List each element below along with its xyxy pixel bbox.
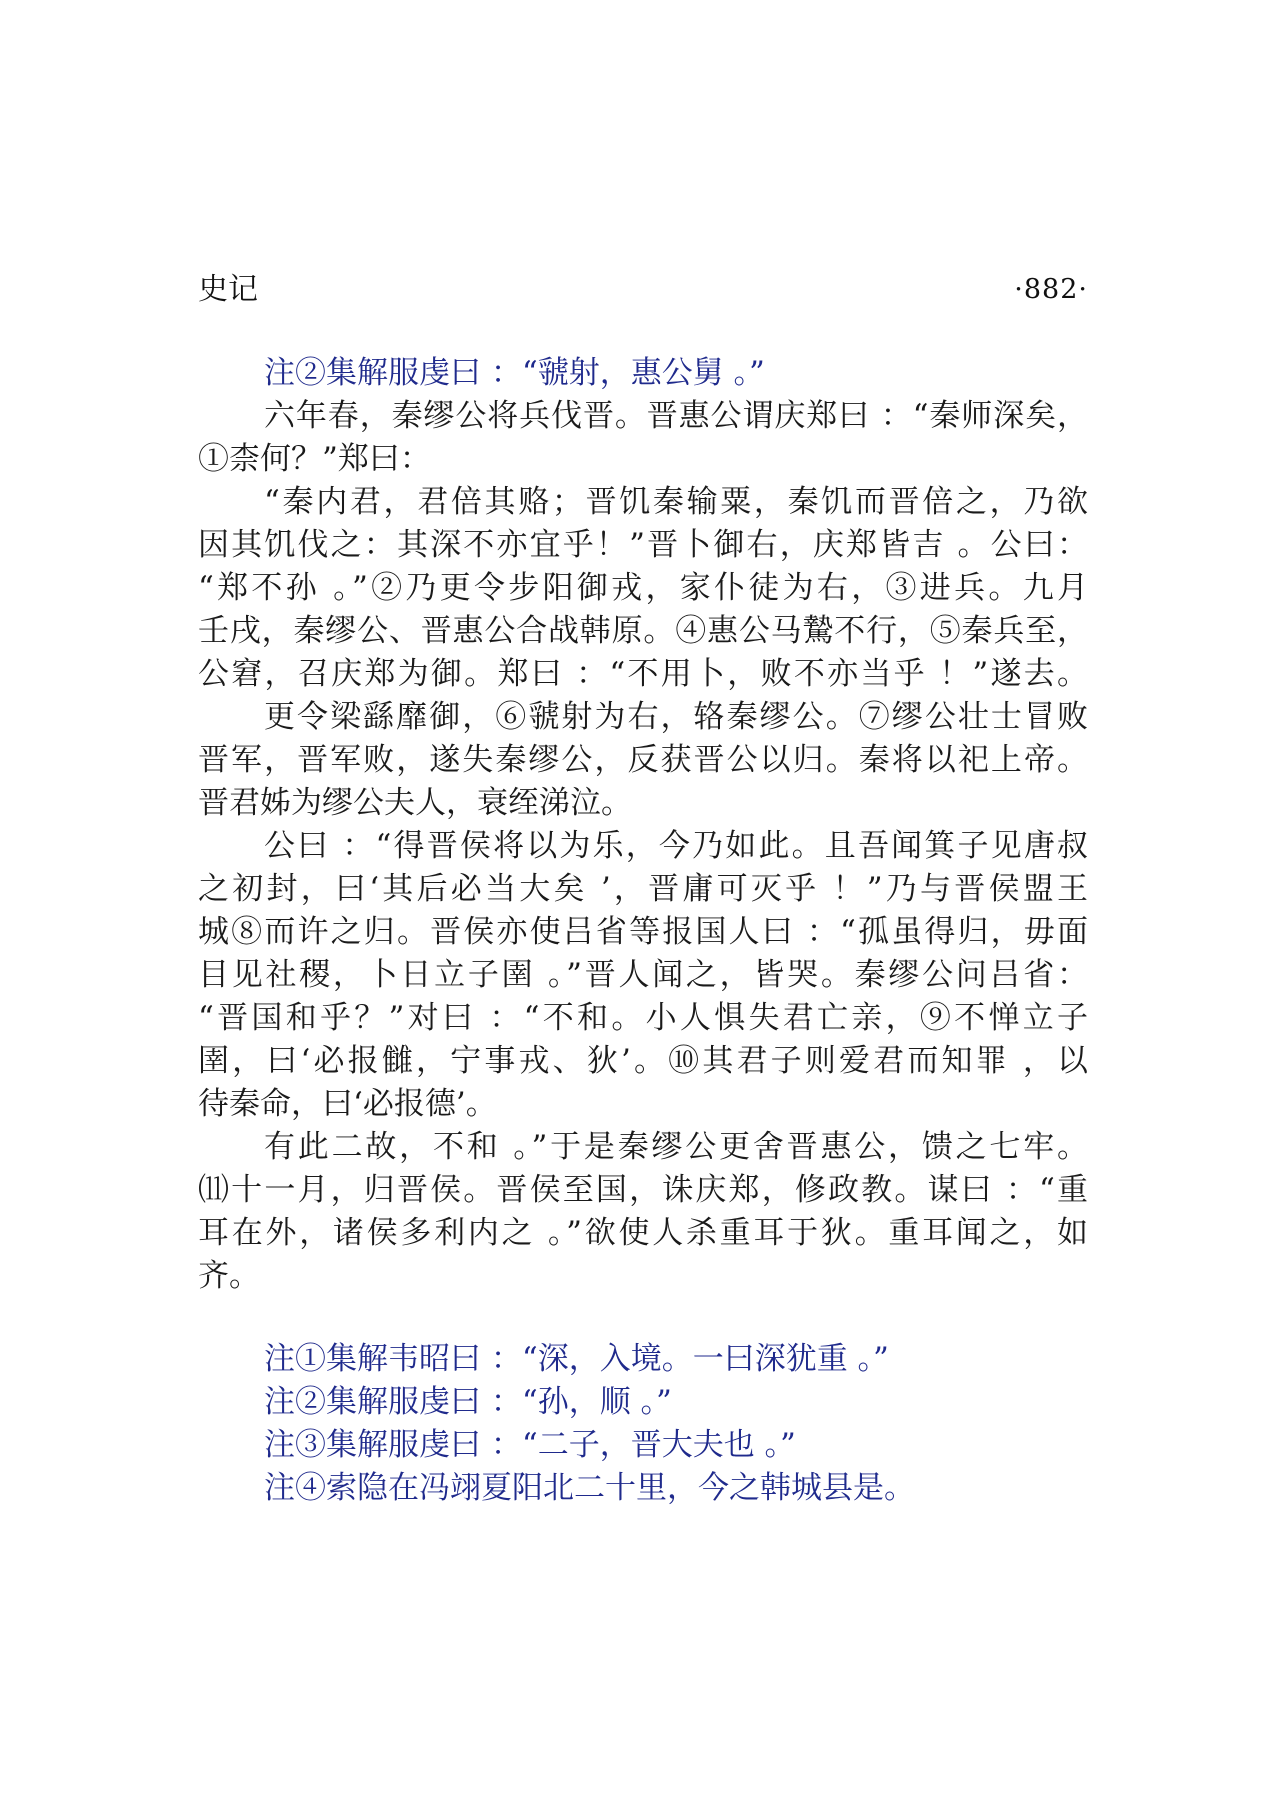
running-header-title: 史记 (198, 272, 258, 307)
note-line: 注①集解韦昭曰 ：“深，入境。一曰深犹重 。” (264, 1341, 889, 1377)
body-line: “晋国和乎？”对曰 ：“不和。小人惧失君亡亲，⑨不惮立子 (198, 1000, 1088, 1036)
top-note-line: 注②集解服虔曰 ：“虢射，惠公舅 。” (264, 355, 765, 391)
body-line: “秦内君，君倍其赂；晋饥秦输粟，秦饥而晋倍之，乃欲 (264, 484, 1088, 520)
body-line: 之初封，曰‘其后必当大矣 ’，晋庸可灭乎 ！”乃与晋侯盟王 (198, 871, 1088, 907)
body-line: 待秦命，曰‘必报德’。 (198, 1086, 497, 1122)
body-line: 公窘，召庆郑为御。郑曰 ：“不用卜，败不亦当乎 ！”遂去。 (198, 656, 1088, 692)
body-line: 因其饥伐之：其深不亦宜乎！”晋卜御右，庆郑皆吉 。公曰： (198, 527, 1088, 563)
body-line: 壬戌，秦缪公、晋惠公合战韩原。④惠公马騺不行，⑤秦兵至， (198, 613, 1088, 649)
body-line: “郑不孙 。”②乃更令步阳御戎，家仆徒为右，③进兵。九月 (198, 570, 1088, 606)
body-line: 公曰 ：“得晋侯将以为乐，今乃如此。且吾闻箕子见唐叔 (264, 828, 1088, 864)
page-number: ·882· (1014, 274, 1088, 305)
note-line: 注②集解服虔曰 ：“孙，顺 。” (264, 1384, 672, 1420)
body-line: 更令梁繇靡御，⑥虢射为右，辂秦缪公。⑦缪公壮士冒败 (264, 699, 1088, 735)
body-line: 城⑧而许之归。晋侯亦使吕省等报国人曰 ：“孤虽得归，毋面 (198, 914, 1088, 950)
body-line: 目见社稷，卜日立子圉 。”晋人闻之，皆哭。秦缪公问吕省： (198, 957, 1088, 993)
note-line: 注③集解服虔曰 ：“二子，晋大夫也 。” (264, 1427, 796, 1463)
body-line: 有此二故，不和 。”于是秦缪公更舍晋惠公，馈之七牢。 (264, 1129, 1088, 1165)
body-line: 齐。 (198, 1258, 260, 1294)
body-line: 晋君姊为缪公夫人，衰绖涕泣。 (198, 785, 632, 821)
note-line: 注④索隐在冯翊夏阳北二十里，今之韩城县是。 (264, 1470, 915, 1506)
body-line: 圉，曰‘必报雠，宁事戎、狄’。⑩其君子则爱君而知罪 ，以 (198, 1043, 1088, 1079)
body-line: 晋军，晋军败，遂失秦缪公，反获晋公以归。秦将以祀上帝。 (198, 742, 1088, 778)
body-line: 六年春，秦缪公将兵伐晋。晋惠公谓庆郑曰 ：“秦师深矣， (264, 398, 1088, 434)
body-line: 耳在外，诸侯多利内之 。”欲使人杀重耳于狄。重耳闻之，如 (198, 1215, 1088, 1251)
body-line: ①柰何？”郑曰： (198, 441, 431, 477)
body-line: ⑾十一月，归晋侯。晋侯至国，诛庆郑，修政教。谋曰 ：“重 (198, 1172, 1088, 1208)
